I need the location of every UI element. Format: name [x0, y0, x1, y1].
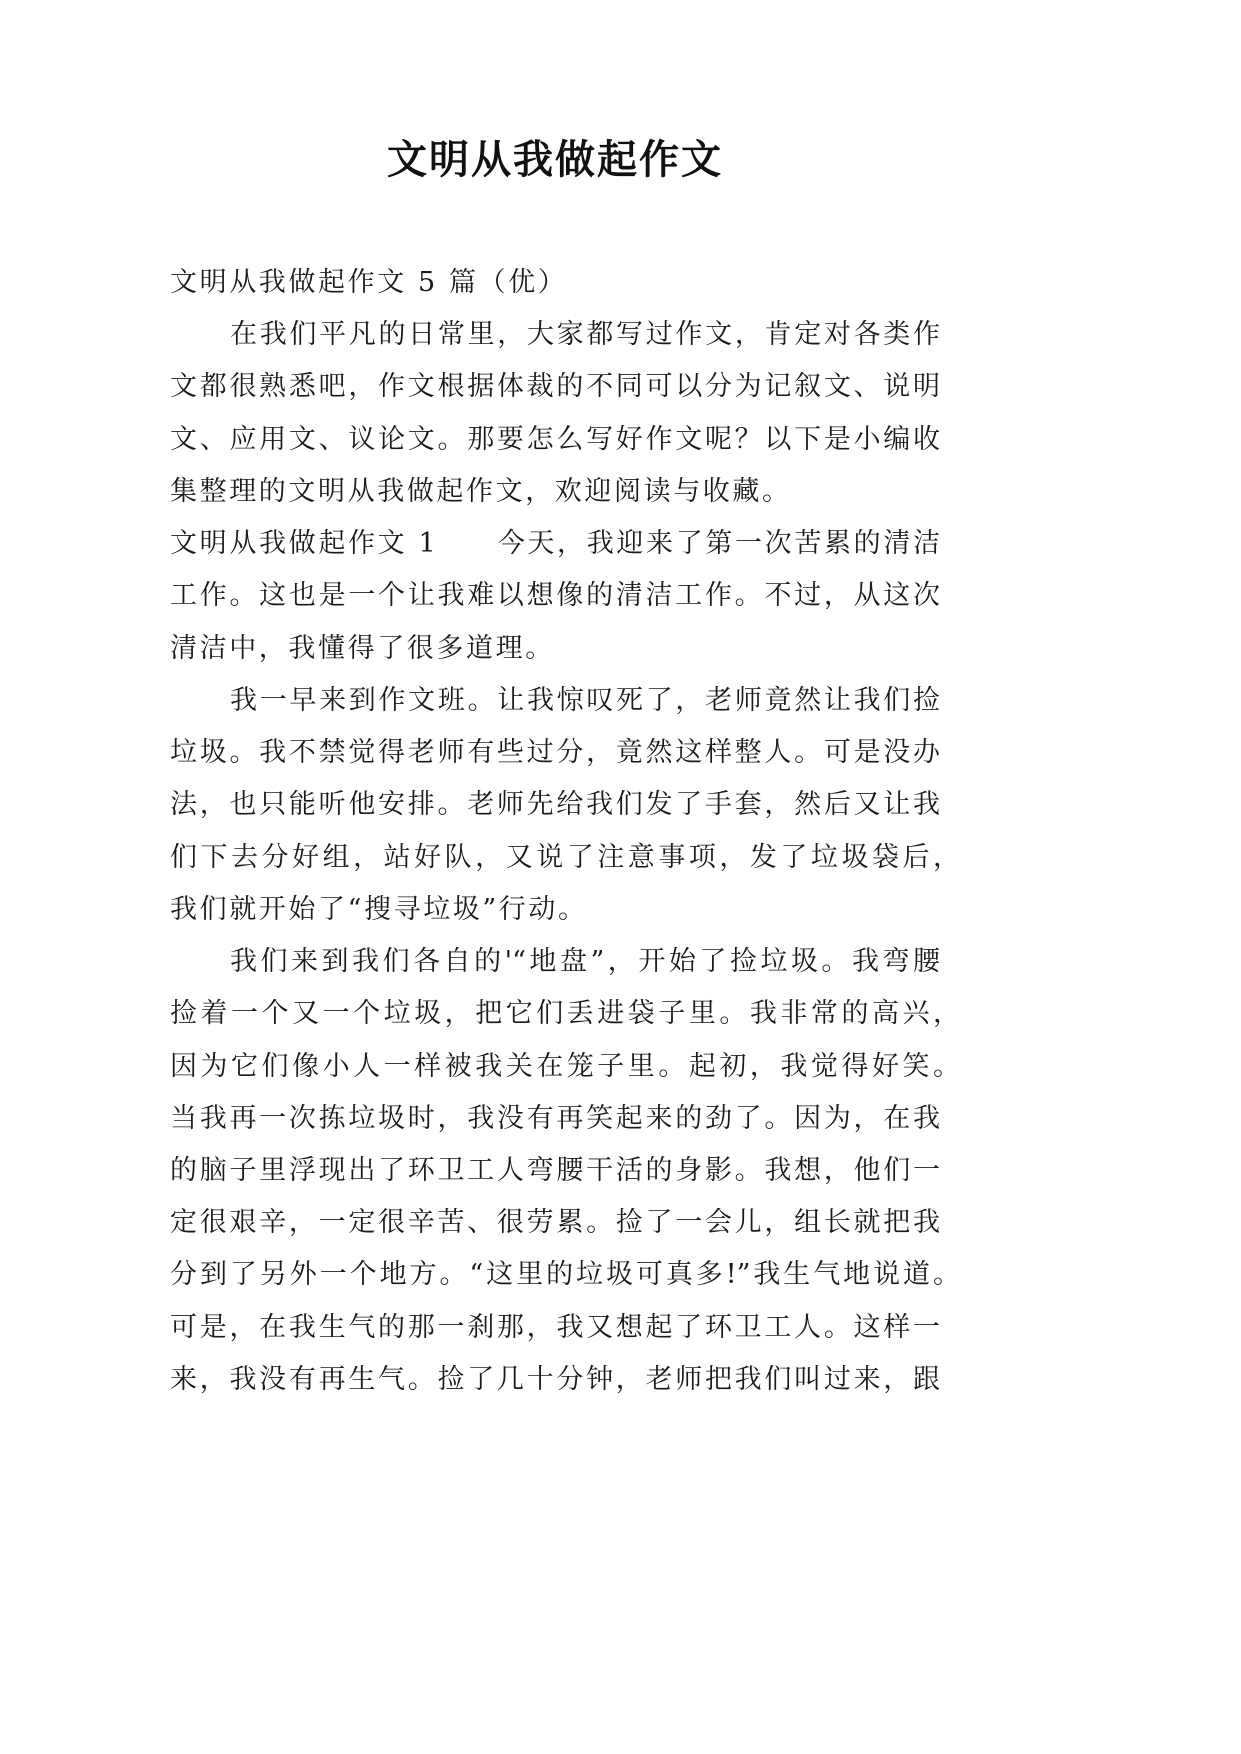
text-line: 我们来到我们各自的'“地盘”，开始了捡垃圾。我弯腰 [230, 946, 940, 978]
text-line: 工作。这也是一个让我难以想像的清洁工作。不过，从这次 [170, 580, 940, 612]
document-body [170, 257, 960, 1406]
text-line: 我们就开始了“搜寻垃圾”行动。 [170, 893, 588, 925]
page-title: 文明从我做起作文 [387, 136, 723, 183]
text-line: 我一早来到作文班。让我惊叹死了，老师竟然让我们捡 [230, 684, 940, 716]
essay-1-opening-paragraph [170, 518, 940, 675]
intro-paragraph [170, 309, 940, 518]
text-line: 文、应用文、议论文。那要怎么写好作文呢？以下是小编收 [170, 423, 940, 455]
text-line: 法，也只能听他安排。老师先给我们发了手套，然后又让我 [170, 789, 940, 821]
text-line: 捡着一个又一个垃圾，把它们丢进袋子里。我非常的高兴， [170, 998, 960, 1030]
text-line: 分到了另外一个地方。“这里的垃圾可真多!”我生气地说道。 [170, 1259, 960, 1291]
text-line: 清洁中，我懂得了很多道理。 [170, 632, 555, 664]
text-line: 文都很熟悉吧，作文根据体裁的不同可以分为记叙文、说明 [170, 371, 940, 403]
text-line: 因为它们像小人一样被我关在笼子里。起初，我觉得好笑。 [170, 1050, 960, 1082]
essay-paragraph [170, 936, 960, 1406]
text-line: 定很艰辛，一定很辛苦、很劳累。捡了一会儿，组长就把我 [170, 1207, 940, 1239]
text-line: 集整理的文明从我做起作文，欢迎阅读与收藏。 [170, 475, 792, 507]
text-line: 当我再一次拣垃圾时，我没有再笑起来的劲了。因为，在我 [170, 1102, 940, 1134]
text-line: 的脑子里浮现出了环卫工人弯腰干活的身影。我想，他们一 [170, 1154, 940, 1186]
text-line: 垃圾。我不禁觉得老师有些过分，竟然这样整人。可是没办 [170, 737, 940, 769]
essay-paragraph [170, 675, 960, 936]
text-line: 在我们平凡的日常里，大家都写过作文，肯定对各类作 [230, 319, 940, 351]
text-line: 文明从我做起作文 1 今天，我迎来了第一次苦累的清洁 [170, 528, 940, 560]
text-line: 可是，在我生气的那一刹那，我又想起了环卫工人。这样一 [170, 1311, 940, 1343]
text-line: 们下去分好组，站好队，又说了注意事项，发了垃圾袋后， [170, 841, 960, 873]
collection-heading: 文明从我做起作文 5 篇（优） [170, 267, 568, 298]
text-line: 来，我没有再生气。捡了几十分钟，老师把我们叫过来，跟 [170, 1363, 940, 1395]
